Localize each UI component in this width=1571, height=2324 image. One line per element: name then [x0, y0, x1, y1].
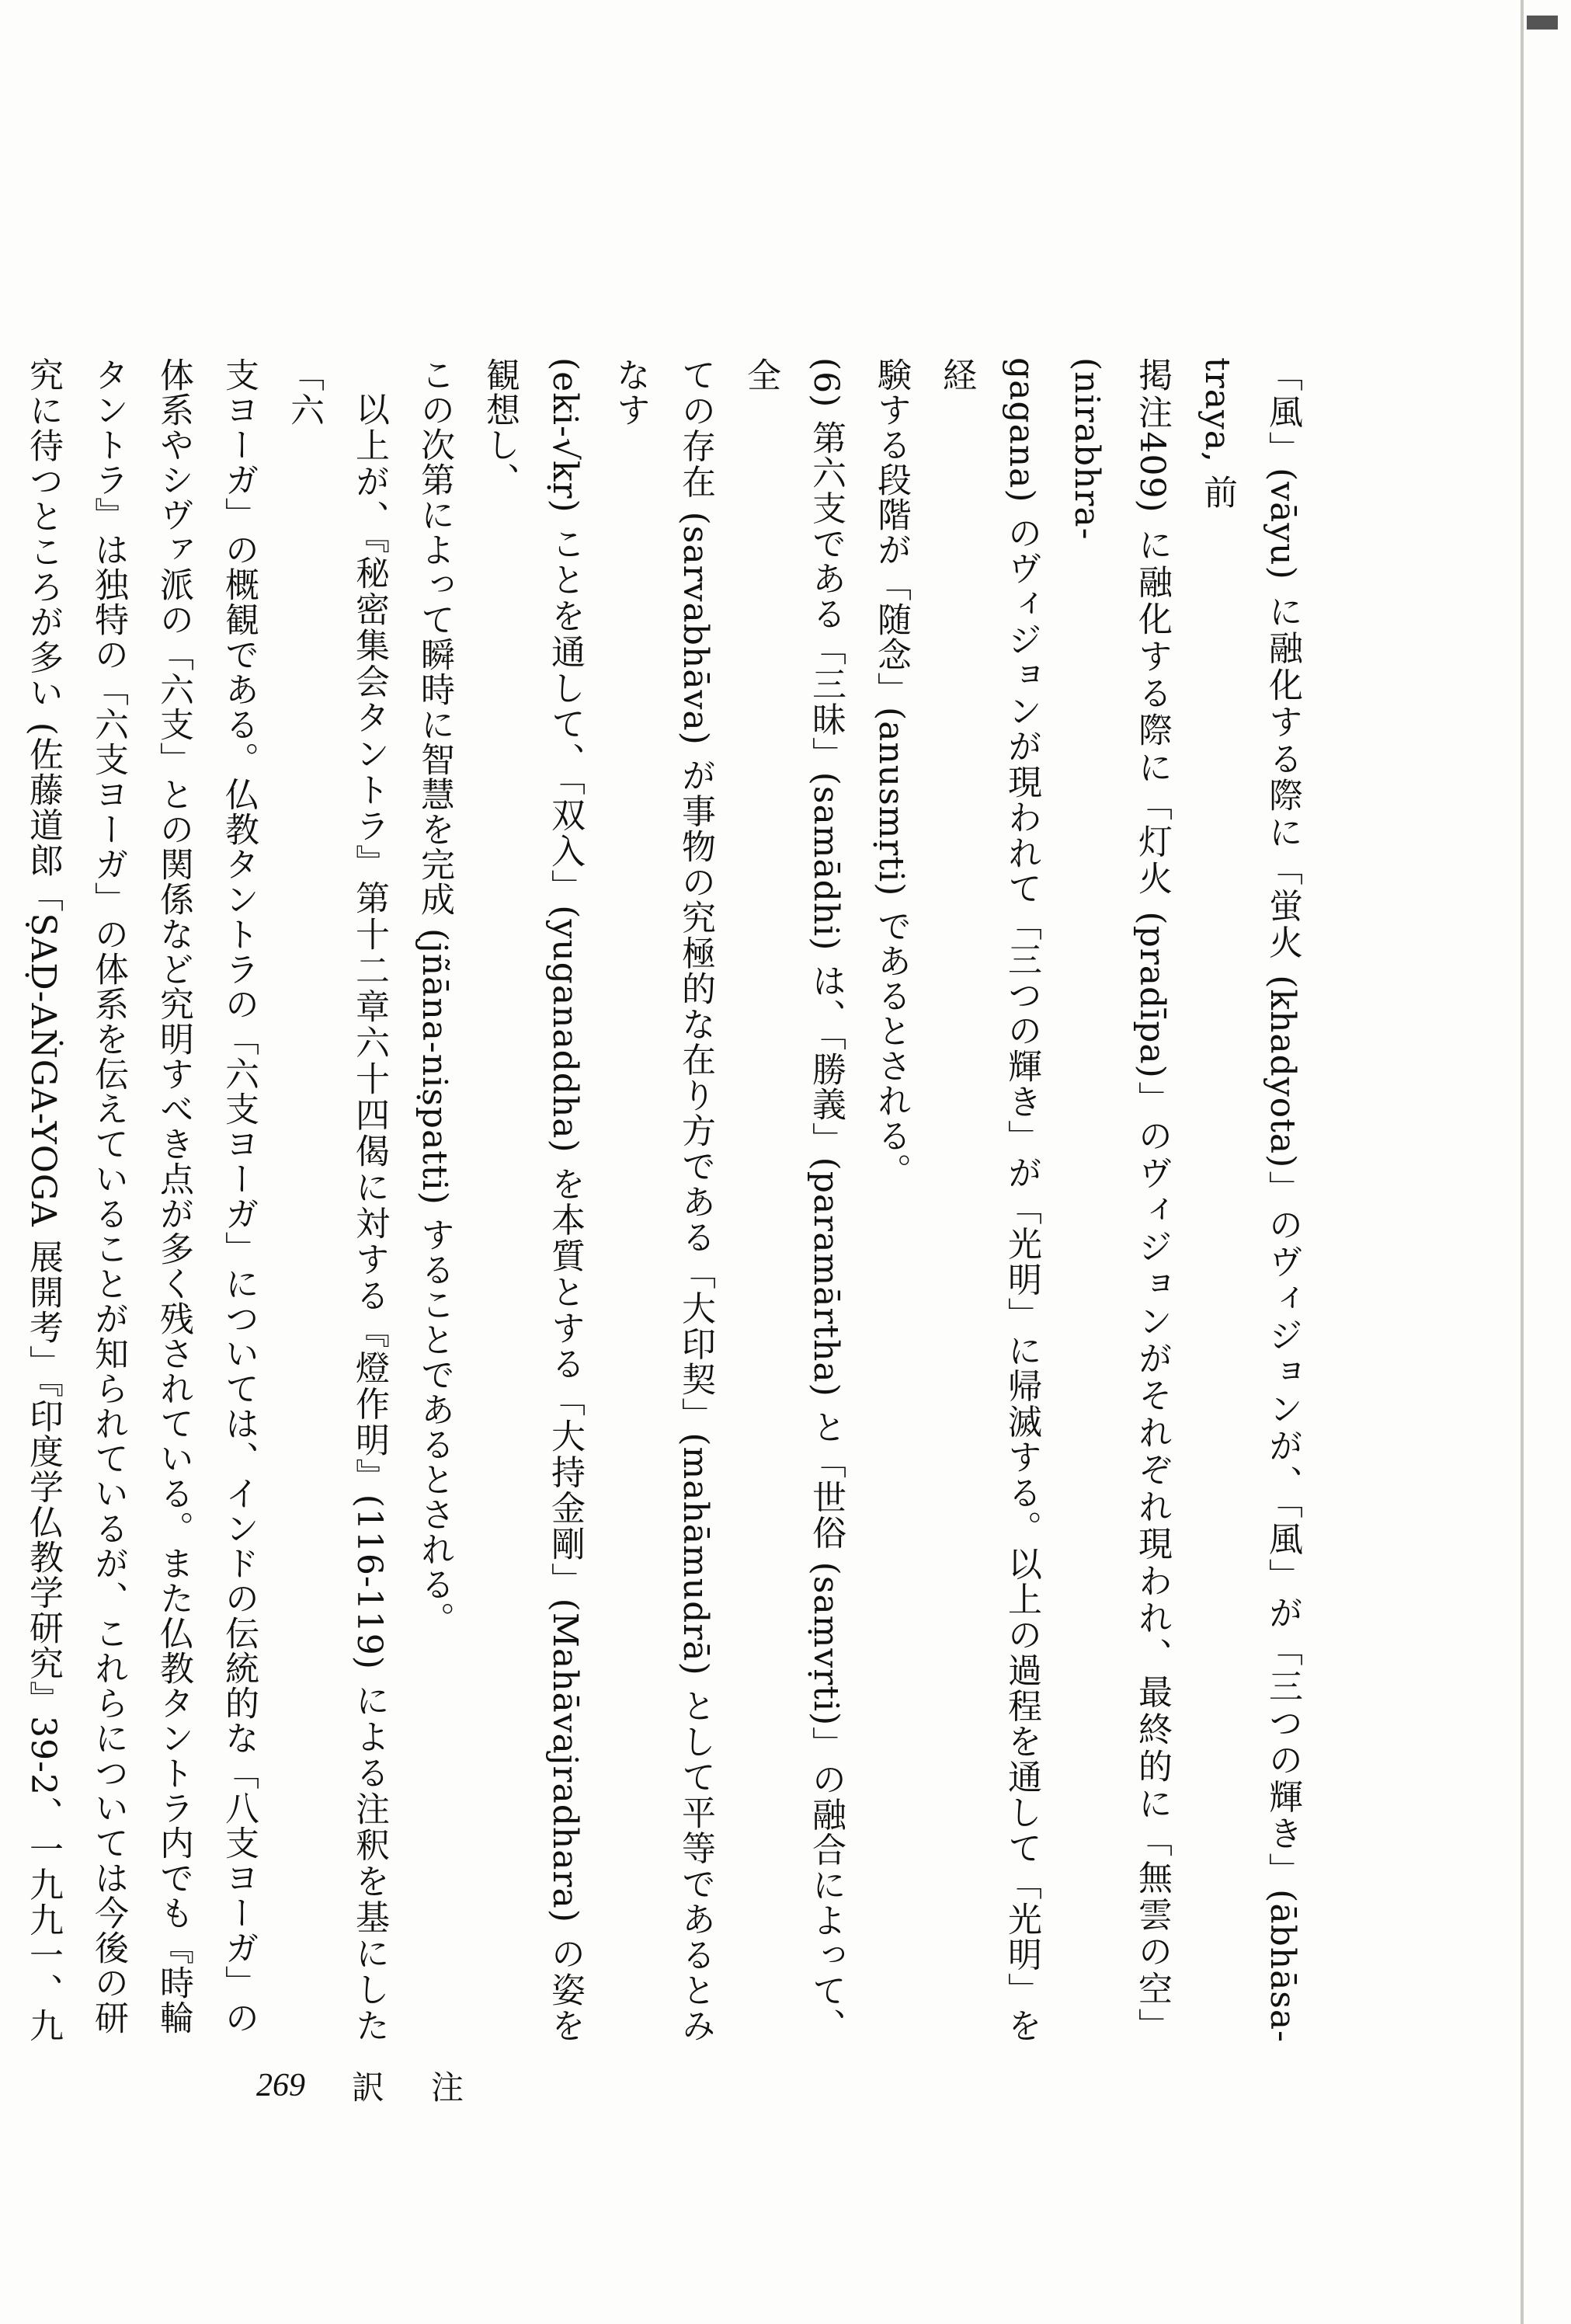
text-column: (6) 第六支である「三昧」(samādhi) は、「勝義」(paramārtha) と「世俗 (saṃvṛti)」の融合によって、全 [741, 357, 846, 2043]
text-column: (eki-√kṛ) ことを通して、「双入」(yuganaddha) を本質とする「大持金剛」(Mahāvajradhara) の姿を観想し、 [480, 357, 585, 2043]
text-column: ての存在 (sarvabhāva) が事物の究極的な在り方である「大印契」(mahāmudrā) として平等であるとみなす [610, 357, 715, 2043]
text-column: gagana) のヴィジョンが現われて「三つの輝き」が「光明」に帰滅する。以上の過程を通して「光明」を経 [937, 357, 1041, 2043]
binding-edge [1521, 0, 1524, 2324]
section-title: 訳注 [352, 2068, 511, 2107]
text-column: この次第によって瞬時に智慧を完成 (jñāna-niṣpatti) することであるとされる。 [415, 357, 454, 1637]
text-column: 支ヨーガ」の概観である。仏教タントラの「六支ヨーガ」については、インドの伝統的な「八支ヨーガ」の [219, 357, 259, 2035]
corner-mark [1527, 16, 1558, 30]
page-footer [256, 2062, 510, 2109]
text-column: 掲注409) に融化する際に「灯火 (pradīpa)」のヴィジョンがそれぞれ現われ、最終的に「無雲の空」(nirabhra- [1067, 357, 1172, 2043]
text-column: 験する段階が「随念」(anusmṛti) であるとされる。 [871, 357, 911, 1188]
text-column: タントラ』は独特の「六支ヨーガ」の体系を伝えていることが知られているが、これらについては今後の研 [89, 357, 128, 2035]
text-column: 「風」(vāyu) に融化する際に「蛍火 (khadyota)」のヴィジョンが、「風」が「三つの輝き」(ābhāsa-traya, 前 [1197, 357, 1302, 2043]
vertical-body-text [0, 357, 1315, 2043]
page-number: 269 [256, 2068, 305, 2103]
text-column: 体系やシヴァ派の「六支」との関係など究明すべき点が多く残されている。また仏教タントラ内でも『時輪 [154, 357, 193, 2035]
text-column: 究に待つところが多い (佐藤道郎「ṢAḌ-AṄGA-YOGA 展開考」『印度学仏教学研究』39-2、一九九一、九 [23, 357, 63, 2043]
text-column: 以上が、『秘密集会タントラ』第十二章六十四偈に対する『燈作明』(116-119) による注釈を基にした「六 [284, 357, 389, 2043]
